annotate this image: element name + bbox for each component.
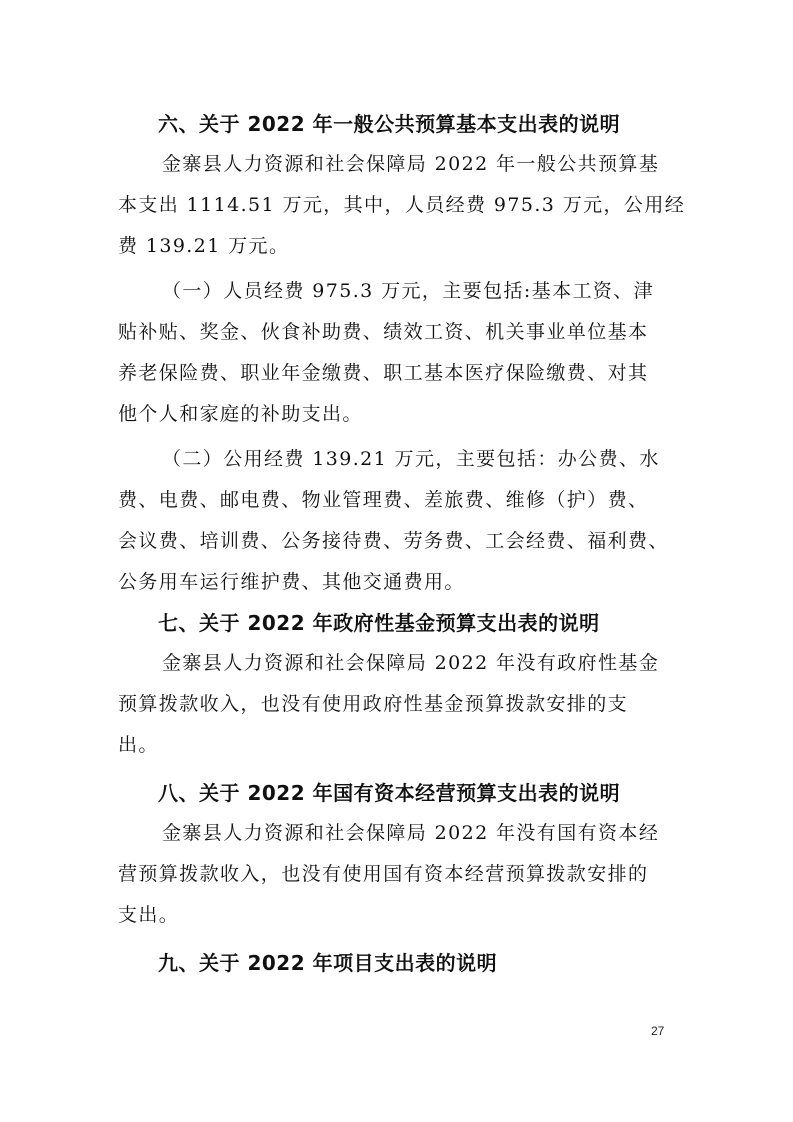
page-number: 27 [651,1024,665,1038]
section-6-heading: 六、关于 2022 年一般公共预算基本支出表的说明 [158,112,621,136]
text-line: 支出。 [118,904,180,926]
text-line: 金寨县人力资源和社会保障局 2022 年没有国有资本经 [162,822,660,844]
text-line: （二）公用经费 139.21 万元，主要包括：办公费、水 [162,448,660,470]
section-8-heading: 八、关于 2022 年国有资本经营预算支出表的说明 [158,781,621,805]
text-line: 出。 [118,734,159,756]
text-line: 养老保险费、职业年金缴费、职工基本医疗保险缴费、对其 [118,362,649,384]
text-line: 预算拨款收入，也没有使用政府性基金预算拨款安排的支 [118,693,629,715]
text-line: 费、电费、邮电费、物业管理费、差旅费、维修（护）费、 [118,489,649,511]
text-line: （一）人员经费 975.3 万元，主要包括:基本工资、津 [162,280,655,302]
text-line: 贴补贴、奖金、伙食补助费、绩效工资、机关事业单位基本 [118,321,649,343]
text-line: 金寨县人力资源和社会保障局 2022 年没有政府性基金 [162,652,660,674]
text-line: 他个人和家庭的补助支出。 [118,403,363,425]
section-7-paragraph [118,643,688,766]
section-6-paragraph-3 [118,439,688,603]
text-line: 金寨县人力资源和社会保障局 2022 年一般公共预算基 [162,153,660,175]
page-content [118,104,688,983]
section-9-heading: 九、关于 2022 年项目支出表的说明 [158,951,498,975]
section-8-paragraph [118,813,688,936]
text-line: 公务用车运行维护费、其他交通费用。 [118,571,465,593]
section-7-heading: 七、关于 2022 年政府性基金预算支出表的说明 [158,611,600,635]
section-6-paragraph-1 [118,144,688,267]
text-line: 本支出 1114.51 万元，其中，人员经费 975.3 万元，公用经 [118,194,686,216]
section-6-paragraph-2 [118,271,688,435]
text-line: 费 139.21 万元。 [118,235,290,257]
text-line: 会议费、培训费、公务接待费、劳务费、工会经费、福利费、 [118,530,669,552]
text-line: 营预算拨款收入，也没有使用国有资本经营预算拨款安排的 [118,863,649,885]
